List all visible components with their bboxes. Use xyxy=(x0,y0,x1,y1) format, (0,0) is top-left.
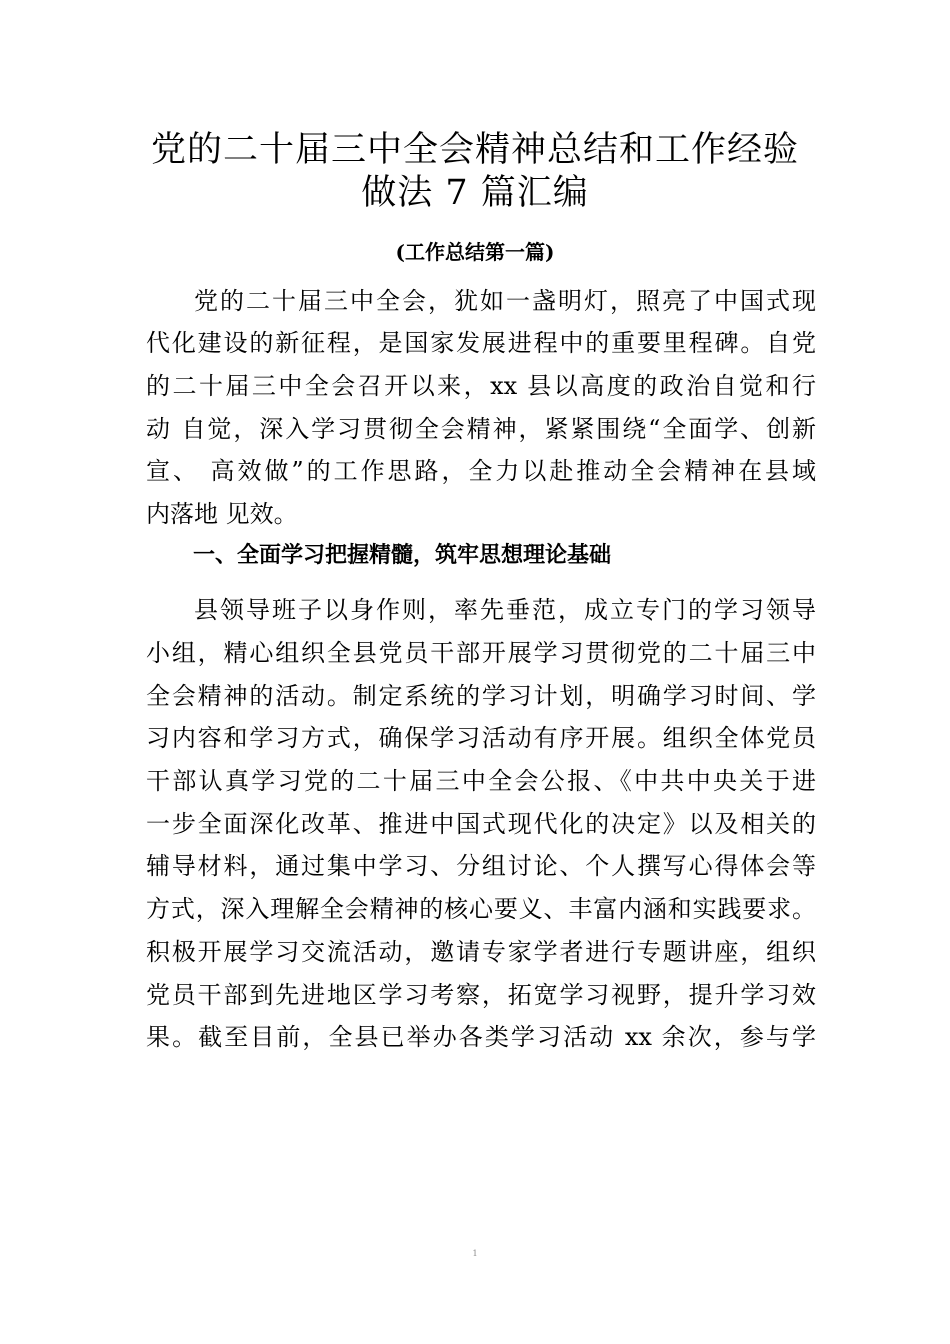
page-number: 1 xyxy=(472,1249,478,1258)
intro-line: 的二十届三中全会召开以来，xx 县以高度的政治自觉和行 xyxy=(146,372,816,400)
intro-line: 内落地 见效。 xyxy=(146,500,298,528)
body-line: 县领导班子以身作则，率先垂范，成立专门的学习领导 xyxy=(194,596,816,624)
document-title-line-2: 做法 7 篇汇编 xyxy=(361,173,589,213)
body-line: 党员干部到先进地区学习考察，拓宽学习视野，提升学习效 xyxy=(146,981,816,1009)
section-heading: 一、全面学习把握精髓，筑牢思想理论基础 xyxy=(193,543,612,568)
body-line: 方式，深入理解全会精神的核心要义、丰富内涵和实践要求。 xyxy=(146,895,816,923)
body-line: 辅导材料，通过集中学习、分组讨论、个人撰写心得体会等 xyxy=(146,852,816,880)
body-line: 习内容和学习方式，确保学习活动有序开展。组织全体党员 xyxy=(146,724,816,752)
body-line: 果。截至目前，全县已举办各类学习活动 xx 余次，参与学 xyxy=(146,1023,816,1051)
body-line: 积极开展学习交流活动，邀请专家学者进行专题讲座，组织 xyxy=(146,938,816,966)
document-title-line-1: 党的二十届三中全会精神总结和工作经验 xyxy=(150,130,799,170)
intro-line: 党的二十届三中全会，犹如一盏明灯，照亮了中国式现 xyxy=(194,287,816,315)
intro-line: 宣、 高效做”的工作思路，全力以赴推动全会精神在县域 xyxy=(146,457,816,485)
body-line: 小组，精心组织全县党员干部开展学习贯彻党的二十届三中 xyxy=(146,639,816,667)
intro-line: 动 自觉，深入学习贯彻全会精神，紧紧围绕“全面学、创新 xyxy=(146,415,816,443)
body-line: 干部认真学习党的二十届三中全会公报、《中共中央关于进 xyxy=(146,767,816,795)
body-line: 全会精神的活动。制定系统的学习计划，明确学习时间、学 xyxy=(146,682,816,710)
document-subtitle: (工作总结第一篇) xyxy=(395,240,555,264)
body-line: 一步全面深化改革、推进中国式现代化的决定》以及相关的 xyxy=(146,810,816,838)
intro-line: 代化建设的新征程，是国家发展进程中的重要里程碑。自党 xyxy=(146,329,816,357)
